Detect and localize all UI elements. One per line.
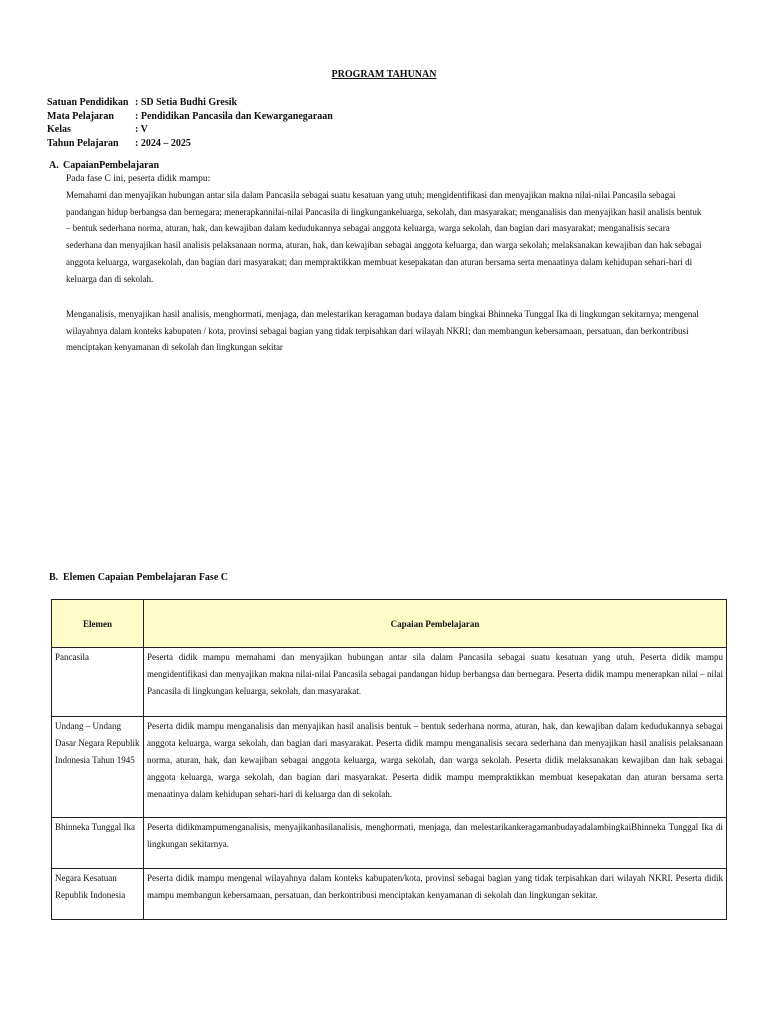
section-a-title: CapaianPembelajaran: [63, 160, 160, 171]
info-value: : 2024 – 2025: [135, 137, 191, 149]
info-row-kelas: [47, 123, 333, 137]
section-a-number: A.: [49, 160, 59, 171]
elemen-cell: Bhinneka Tunggal Ika: [52, 818, 144, 869]
info-value: : Pendidikan Pancasila dan Kewarganegaraan: [135, 110, 333, 122]
section-b-number: B.: [49, 572, 59, 583]
document-title: PROGRAM TAHUNAN: [331, 69, 437, 80]
header-elemen: Elemen: [52, 600, 144, 648]
info-label: Kelas: [47, 124, 71, 135]
header-capaian: Capaian Pembelajaran: [144, 600, 727, 648]
table-row: [52, 648, 727, 717]
capaian-cell: Peserta didik mampu mengenal wilayahnya dalam konteks kabupaten/kota, provinsi sebagai bagian yang tidak terpisahkan dari wilayah NKRI. Peserta didik mampu membangun kebersamaan, persatuan, dan berkontribusi menciptakan kenyamanan di sekolah dan lingkungan sekitar.: [144, 869, 727, 920]
info-value: : SD Setia Budhi Gresik: [135, 97, 238, 108]
info-row-satuan: [47, 96, 333, 110]
info-row-tahun: [47, 137, 333, 151]
section-a-intro: Pada fase C ini, peserta didik mampu:: [66, 174, 211, 184]
table-row: [52, 717, 727, 818]
identity-block: [47, 96, 333, 150]
section-b-heading: [49, 572, 228, 583]
capaian-cell: Peserta didikmampumenganalisis, menyajikanhasilanalisis, menghormati, menjaga, dan melestarikankeragamanbudayadalambingkaiBhinneka Tunggal Ika di lingkungan sekitarnya.: [144, 818, 727, 869]
section-a-heading: [49, 160, 159, 171]
table-row: [52, 869, 727, 920]
info-label: Mata Pelajaran: [47, 110, 114, 122]
info-label: Tahun Pelajaran: [47, 137, 119, 149]
elemen-cell: Pancasila: [52, 648, 144, 717]
info-row-mapel: [47, 110, 333, 124]
info-value: : V: [135, 124, 148, 135]
elemen-cell: Negara Kesatuan Republik Indonesia: [52, 869, 144, 920]
elemen-cell: Undang – Undang Dasar Negara Republik Indonesia Tahun 1945: [52, 717, 144, 818]
table-row: [52, 818, 727, 869]
capaian-table: [51, 599, 727, 920]
section-a-paragraph-2: Menganalisis, menyajikan hasil analisis, menghormati, menjaga, dan melestarikan keragaman budaya dalam bingkai Bhinneka Tunggal Ika di lingkungan sekitarnya; mengenal wilayahnya dalam konteks kabupaten / kota, provinsi sebagai bagian yang tidak terpisahkan dari wilayah NKRI; dan membangun kebersamaan, persatuan, dan berkontribusi menciptakan kenyamanan di sekolah dan lingkungan sekitar: [66, 309, 699, 353]
section-a-paragraph-1: Memahami dan menyajikan hubungan antar sila dalam Pancasila sebagai suatu kesatuan yang utuh; mengidentifikasi dan menyajikan makna nilai-nilai Pancasila sebagai pandangan hidup berbangsa dan bernegara; menerapkannilai-nilai Pancasila di lingkungankeluarga, sekolah, dan masyarakat; menganalisis dan menyajikan hasil analisis bentuk – bentuk sederhana norma, aturan, hak, dan kewajiban dalam kedudukannya sebagai anggota keluarga, warga sekolah, dan bagian dari masyarakat; menganalisis secara sederhana dan menyajikan hasil analisis pelaksanaan norma, aturan, hak, dan kewajiban sebagai anggota keluarga, dan warga sekolah; melaksanakan kewajiban dan hak sebagai anggota keluarga, wargasekolah, dan bagian dari masyarakat; dan mempraktikkan membuat kesepakatan dan aturan bersama serta menaatinya dalam kehidupan sehari-hari di keluarga dan di sekolah.: [66, 190, 702, 284]
capaian-cell: Peserta didik mampu memahami dan menyajikan hubungan antar sila dalam Pancasila sebagai suatu kesatuan yang utuh. Peserta didik mampu mengidentifikasi dan menyajikan makna nilai-nilai Pancasila sebagai pandangan hidup berbangsa dan bernegara. Peserta didik mampu menerapkan nilai – nilai Pancasila di lingkungan keluarga, sekolah, dan masyarakat.: [144, 648, 727, 717]
info-label: Satuan Pendidikan: [47, 97, 129, 108]
section-b-title: Elemen Capaian Pembelajaran Fase C: [63, 572, 228, 583]
table-header-row: [52, 600, 727, 648]
capaian-cell: Peserta didik mampu menganalisis dan menyajikan hasil analisis bentuk – bentuk sederhana norma, aturan, hak, dan kewajiban dalam kedudukannya sebagai anggota keluarga, warga sekolah, dan bagian dari masyarakat. Peserta didik mampu menganalisis secara sederhana dan menyajikan hasil analisis pelaksanaan norma, aturan, hak, dan kewajiban sebagai anggota keluarga, warga sekolah, dan warga sekolah. Peserta didik melaksanakan kewajiban dan hak sebagai anggota keluarga, warga sekolah, dan bagian dari masyarakat. Peserta didik mampu mempraktikkan membuat kesepakatan dan aturan bersama serta menaatinya dalam kehidupan sehari-hari di keluarga dan di sekolah.: [144, 717, 727, 818]
